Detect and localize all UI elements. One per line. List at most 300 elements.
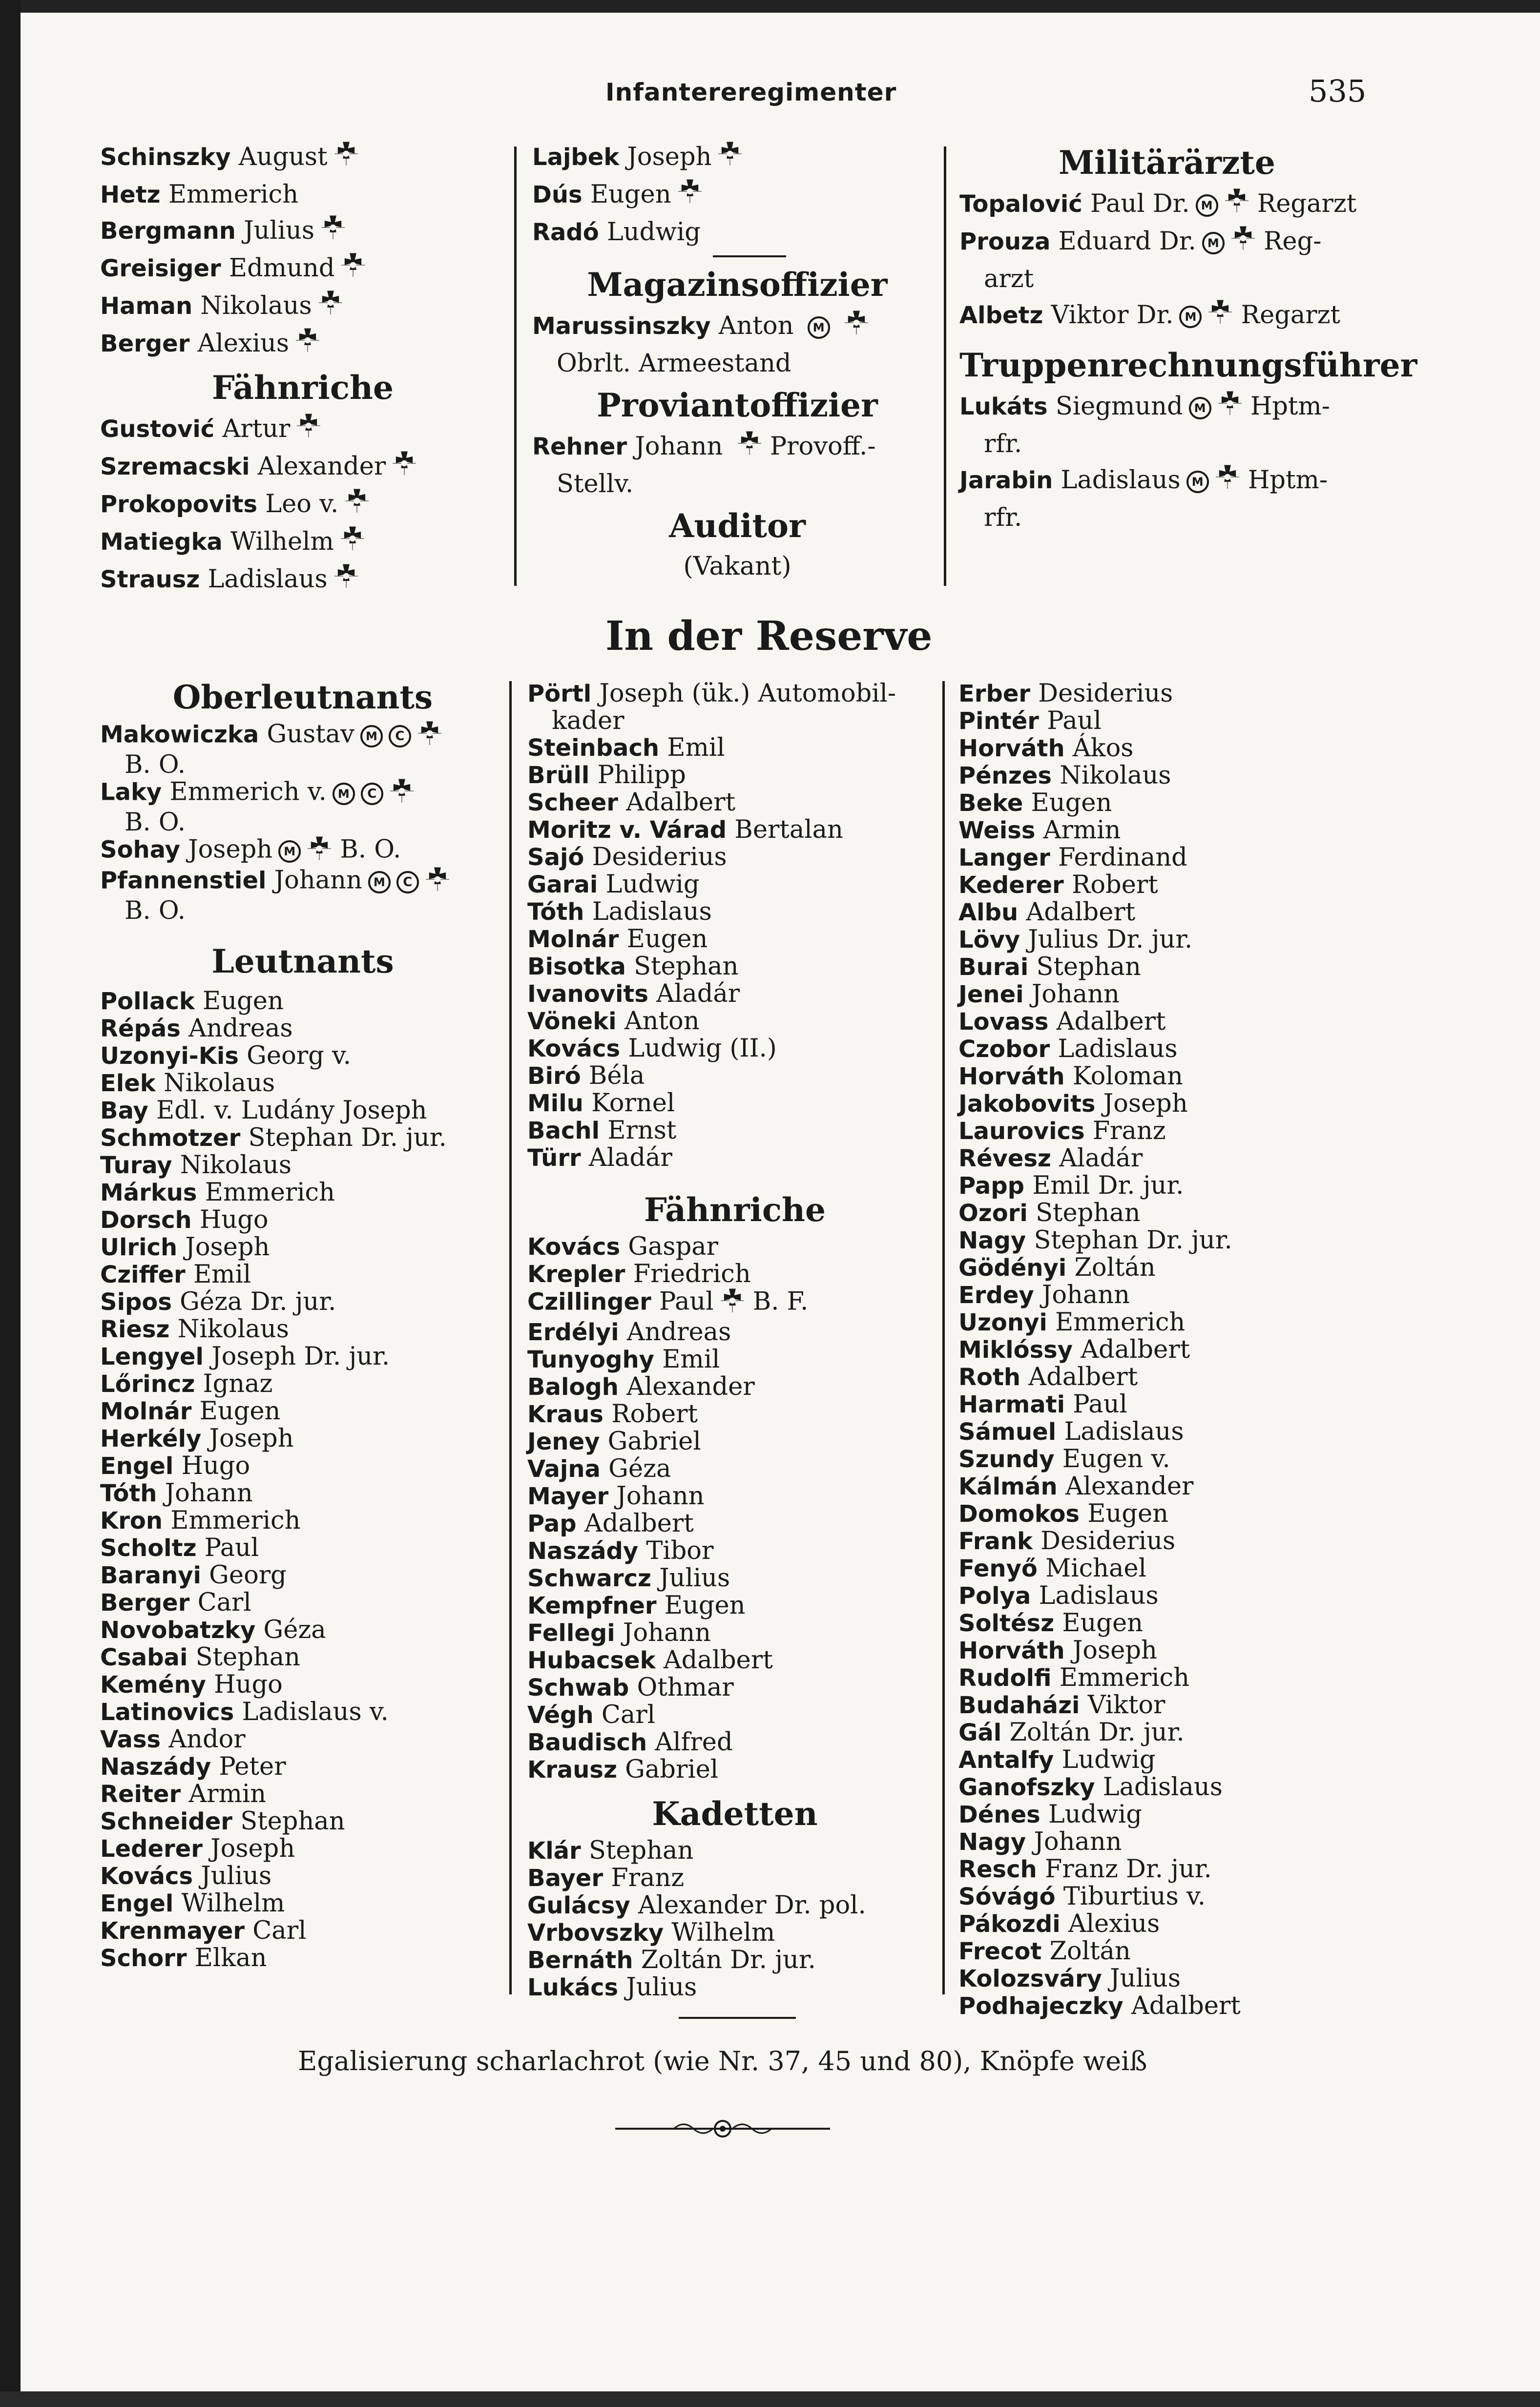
entry-surname: Baudisch (527, 1729, 647, 1756)
entry-given: Kornel (591, 1089, 675, 1118)
entry-surname: Erdey (958, 1282, 1034, 1309)
entry-cont: arzt (984, 265, 1034, 293)
entry-surname: Lederer (100, 1835, 203, 1863)
reserve-entry (958, 981, 1378, 1008)
entry-given: Julius (201, 1862, 272, 1890)
reserve-entry (527, 898, 942, 926)
entry-given: Robert (1071, 871, 1158, 899)
entry-given: Eduard Dr. (1058, 227, 1196, 256)
oberleutnant-entry (100, 778, 505, 809)
entry-surname: Nagy (958, 1828, 1026, 1856)
reserve-entry (958, 735, 1378, 762)
faehnrich-entry (527, 1233, 942, 1261)
entry-surname: Márkus (100, 1179, 197, 1206)
entry-surname: Dénes (958, 1801, 1041, 1828)
entry-surname: Lukács (527, 1974, 619, 2001)
entry-surname: Frecot (958, 1938, 1042, 1965)
faehnrich-entry (527, 1373, 942, 1401)
entry-given: Paul Dr. (1090, 189, 1190, 218)
column-rule (944, 146, 946, 586)
entry-surname: Makowiczka (100, 721, 259, 748)
entry-given: Gustav (267, 720, 354, 749)
entry-rank: Hptm- (1250, 392, 1331, 421)
entry-given: Emil (667, 733, 725, 762)
entry-given: Emmerich (170, 1506, 301, 1535)
entry-given: Koloman (1072, 1062, 1183, 1091)
leutnant-entry (100, 1234, 505, 1261)
medal-c-icon: C (396, 871, 419, 893)
entry-given: Géza Dr. jur. (180, 1287, 336, 1316)
entry-given: Eugen v. (1062, 1445, 1170, 1473)
reserve-entry (958, 1692, 1378, 1719)
entry-given: August (238, 143, 328, 171)
medal-m-icon: M (1196, 194, 1218, 217)
entry-given: Andreas (188, 1014, 293, 1043)
entry-surname: Sipos (100, 1288, 172, 1316)
entry-given: Ludwig (605, 870, 700, 899)
entry-given: Michael (1045, 1554, 1146, 1583)
entry-surname: Frank (958, 1528, 1033, 1555)
proviant-cont: Stellv. (557, 470, 634, 498)
entry-given: Alexander (257, 452, 386, 481)
entry-surname: Gustović (100, 415, 215, 443)
entry-given: Joseph (ük.) Automobil- (599, 679, 896, 708)
entry-surname: Harmati (958, 1391, 1065, 1418)
entry-surname: Horváth (958, 1637, 1065, 1664)
entry-surname: Czillinger (527, 1288, 651, 1316)
entry-given: Nikolaus (180, 1151, 292, 1180)
entry-given: Paul (1073, 1390, 1127, 1419)
entry-given: Hugo (199, 1205, 269, 1234)
entry-surname: Milu (527, 1090, 583, 1117)
entry-surname: Pénzes (958, 762, 1052, 789)
entry-surname: Klár (527, 1837, 581, 1865)
column-3-top (959, 139, 1417, 536)
leutnant-entry (100, 1644, 505, 1671)
entry-surname: Vajna (527, 1455, 601, 1483)
entry-surname: Matiegka (100, 528, 223, 556)
column-rule (514, 146, 517, 586)
entry-given: Joseph Dr. jur. (211, 1342, 390, 1371)
section-heading-militaer: Militärärzte (1059, 144, 1275, 182)
cross-icon (340, 252, 366, 288)
entry-given: Béla (588, 1061, 645, 1090)
reserve-entry (958, 1391, 1378, 1418)
entry-surname: Beke (958, 789, 1023, 817)
entry-given: Friedrich (633, 1260, 751, 1288)
leutnant-entry (100, 1671, 505, 1699)
entry-surname: Miklóssy (958, 1336, 1073, 1364)
entry-surname: Nagy (958, 1227, 1026, 1254)
leutnant-entry (100, 1480, 505, 1507)
entry-given: Aladár (1059, 1144, 1143, 1173)
entry-given: Johann (635, 432, 723, 461)
cross-icon (1230, 225, 1256, 261)
entry-given: Hugo (181, 1452, 250, 1480)
accountant-entry (959, 462, 1374, 500)
leutnant-entry (100, 988, 505, 1015)
entry-given: Stephan (588, 1836, 694, 1865)
entry-given: Adalbert (1081, 1335, 1190, 1364)
entry-given: Johann (1041, 1281, 1130, 1309)
entry-surname: Garai (527, 871, 598, 898)
doctor-entry (959, 297, 1374, 335)
entry-surname: Baranyi (100, 1562, 201, 1589)
entry-surname: Langer (958, 844, 1050, 872)
section-heading-leutnants: Leutnants (211, 942, 394, 980)
reserve-entry (527, 1008, 942, 1035)
entry-cont: rfr. (984, 503, 1022, 532)
entry-given: Ignaz (203, 1370, 273, 1398)
entry-surname: Cziffer (100, 1261, 186, 1288)
entry-surname: Schmotzer (100, 1124, 241, 1152)
entry-given: Robert (611, 1400, 698, 1429)
entry-surname: Domokos (958, 1500, 1080, 1528)
proviant-entry (532, 429, 942, 466)
reserve-entry (958, 1200, 1378, 1227)
entry-surname: Polya (958, 1582, 1031, 1610)
entry-surname: Sohay (100, 836, 180, 864)
entry-given: Géza (263, 1616, 326, 1644)
entry-given: Adalbert (1026, 898, 1136, 927)
reserve-entry (958, 1145, 1378, 1172)
reserve-entry (958, 1637, 1378, 1664)
entry-surname: Engel (100, 1452, 174, 1480)
entry-given: Julius (244, 216, 315, 245)
entry-given: Ferdinand (1058, 843, 1187, 872)
entry-given: Anton (718, 311, 794, 340)
entry-surname: Strausz (100, 566, 200, 593)
faehnrich-entry (100, 411, 505, 449)
entry-surname: Balogh (527, 1373, 619, 1401)
entry-given: Joseph (1072, 1636, 1157, 1665)
faehnrich-entry (100, 524, 505, 561)
entry-given: Ernst (607, 1116, 677, 1145)
reserve-entry (958, 680, 1378, 707)
entry-surname: Jenei (958, 981, 1024, 1008)
faehnrich-entry (527, 1455, 942, 1483)
faehnrich-entry (100, 561, 505, 599)
cross-icon (425, 867, 450, 897)
leutnant-entry (100, 1562, 505, 1589)
faehnrich-entry (527, 1756, 942, 1784)
auditor-value: (Vakant) (683, 552, 791, 581)
reserve-entry (527, 1117, 942, 1144)
reserve-entry (527, 953, 942, 980)
reserve-entry (958, 1582, 1378, 1610)
entry-given: Alfred (655, 1728, 733, 1757)
entry-surname: Pollack (100, 988, 195, 1015)
entry-surname: Rehner (532, 433, 627, 460)
entry-given: Stephan (1036, 1199, 1141, 1227)
entry-given: Johann (1034, 1827, 1122, 1856)
entry-rank: Regarzt (1241, 301, 1341, 330)
leutnant-entry (100, 1425, 505, 1452)
leutnant-entry (100, 1808, 505, 1835)
entry-surname: Bisotka (527, 953, 626, 980)
reserve-entry (527, 789, 942, 816)
entry-given: Joseph (210, 1834, 295, 1863)
entry-given: Andreas (626, 1318, 731, 1347)
entry-surname: Molnár (100, 1398, 192, 1425)
entry-given: Emil (193, 1260, 251, 1289)
reserve-entry (958, 1992, 1378, 2020)
entry-given: Emil (662, 1345, 720, 1374)
cross-icon (1207, 299, 1233, 335)
entry-given: Viktor (1087, 1691, 1165, 1720)
kadett-entry (527, 1837, 942, 1865)
entry-given: Aladár (588, 1143, 672, 1172)
entry-surname: Lengyel (100, 1343, 204, 1370)
entry-given: Julius (626, 1973, 697, 2002)
entry-given: Tibor (646, 1536, 714, 1565)
entry-surname: Elek (100, 1070, 156, 1097)
entry-given: Nikolaus (163, 1069, 275, 1098)
reserve-entry (958, 1719, 1378, 1746)
reserve-entry (958, 1008, 1378, 1036)
entry-given: Stephan (240, 1807, 345, 1836)
entry-given: Ladislaus (208, 565, 328, 594)
entry-surname: Sóvágó (958, 1883, 1056, 1910)
entry-surname: Steinbach (527, 734, 660, 762)
entry-given: Adalbert (1056, 1007, 1166, 1036)
entry-surname: Vöneki (527, 1008, 617, 1035)
entry-surname: Lukáts (959, 393, 1048, 420)
cross-icon (295, 327, 320, 363)
faehnrich-entry (527, 1510, 942, 1537)
entry-given: Wilhelm (671, 1918, 775, 1947)
entry-given: Julius (659, 1564, 730, 1593)
reserve-entry (527, 762, 942, 789)
entry-surname: Schinszky (100, 144, 231, 171)
entry-given: Johann (623, 1618, 711, 1647)
reserve-entry (527, 816, 942, 844)
entry-given: Eugen (199, 1397, 281, 1426)
medal-m-icon: M (278, 840, 301, 863)
reserve-entry (958, 1555, 1378, 1582)
entry-surname: Bernáth (527, 1947, 633, 1974)
leutnant-entry (100, 1343, 505, 1370)
entry-rank: Regarzt (1257, 189, 1357, 218)
cross-icon (677, 178, 703, 214)
entry-given: Eugen (1087, 1499, 1168, 1528)
entry-given: Emmerich v. (169, 777, 327, 807)
entry-surname: Turay (100, 1152, 172, 1179)
entry-given: Stephan (1036, 953, 1141, 981)
entry-given: Alexander (1065, 1472, 1194, 1501)
faehnrich-entry (527, 1647, 942, 1674)
leutnant-entry (100, 1507, 505, 1535)
doctor-entry (959, 186, 1374, 224)
entry-given: Artur (222, 415, 291, 443)
section-heading-kadetten: Kadetten (652, 1795, 818, 1833)
leutnant-entry (100, 1863, 505, 1890)
cross-icon (333, 563, 359, 599)
reserve-entry (958, 1883, 1378, 1910)
reserve-entry (958, 1801, 1378, 1828)
entry-given: Alexius (197, 329, 290, 358)
entry-surname: Erber (958, 680, 1031, 707)
entry-given: Gabriel (607, 1427, 701, 1456)
entry-rank: B. O. (340, 835, 401, 864)
entry-given: Eugen (626, 925, 708, 954)
medal-c-icon: C (389, 725, 411, 747)
column-1-top (100, 139, 505, 599)
entry-given: Johann (616, 1482, 705, 1511)
entry-surname: Bachl (527, 1117, 600, 1144)
entry-surname: Radó (532, 219, 599, 246)
entry-surname: Scholtz (100, 1535, 197, 1562)
entry-given: Zoltán Dr. jur. (1009, 1718, 1185, 1747)
entry-surname: Biró (527, 1062, 581, 1090)
faehnrich-entry (527, 1261, 942, 1288)
column-rule (942, 681, 945, 1994)
officer-entry (100, 326, 505, 363)
entry-given: Ladislaus v. (242, 1698, 389, 1726)
entry-given: Viktor Dr. (1051, 301, 1174, 330)
kadett-entry (527, 1892, 942, 1919)
entry-given: Tiburtius v. (1063, 1882, 1206, 1911)
reserve-entry (527, 734, 942, 762)
reserve-entry (958, 707, 1378, 735)
entry-surname: Laurovics (958, 1118, 1085, 1145)
entry-given: Adalbert (626, 788, 736, 817)
medal-m-icon: M (1179, 306, 1202, 328)
entry-surname: Uzonyi (958, 1309, 1047, 1336)
entry-given: Eugen (1031, 788, 1112, 817)
reserve-entry (527, 871, 942, 898)
reserve-entry (958, 844, 1378, 872)
entry-surname: Jeney (527, 1428, 600, 1455)
officer-entry (100, 213, 505, 250)
faehnrich-entry (527, 1428, 942, 1455)
reserve-entry (527, 680, 942, 707)
entry-surname: Sámuel (958, 1418, 1057, 1446)
faehnrich-entry (527, 1319, 942, 1346)
entry-surname: Horváth (958, 735, 1065, 762)
entry-surname: Vrbovszky (527, 1919, 664, 1947)
entry-surname: Tóth (527, 898, 584, 926)
entry-surname: Dorsch (100, 1206, 192, 1234)
entry-given: Eugen (203, 987, 284, 1016)
column-1-reserve (100, 674, 505, 1972)
entry-surname: Tunyoghy (527, 1346, 654, 1373)
entry-surname: Herkély (100, 1425, 202, 1452)
entry-given: Eugen (664, 1591, 746, 1620)
entry-given: Adalbert (584, 1509, 694, 1538)
entry-surname: Pákozdi (958, 1910, 1061, 1938)
entry-surname: Kovács (100, 1863, 193, 1890)
section-heading-proviant: Proviantoffizier (597, 386, 878, 424)
faehnrich-entry (527, 1346, 942, 1373)
entry-surname: Podhajeczky (958, 1992, 1124, 2020)
reserve-entry (958, 1063, 1378, 1090)
entry-given: Joseph (209, 1424, 294, 1453)
entry-given: Othmar (637, 1673, 734, 1702)
entry-surname: Prouza (959, 228, 1051, 255)
reserve-entry (527, 1090, 942, 1117)
entry-given: Philipp (597, 761, 686, 789)
entry-surname: Antalfy (958, 1746, 1054, 1774)
entry-surname: Csabai (100, 1644, 188, 1671)
entry-given: Emmerich (1059, 1663, 1189, 1692)
entry-cont: kader (552, 706, 624, 735)
entry-surname: Kemény (100, 1671, 206, 1699)
entry-given: Paul (204, 1534, 259, 1562)
page-number: 535 (1309, 73, 1367, 109)
entry-surname: Scheer (527, 789, 618, 816)
entry-surname: Lajbek (532, 144, 620, 171)
entry-surname: Albu (958, 899, 1019, 926)
entry-given: Alexander (626, 1372, 755, 1401)
cross-icon (417, 721, 442, 751)
reserve-entry (958, 1938, 1378, 1965)
entry-rank: B. F. (752, 1287, 809, 1316)
cross-icon (1215, 464, 1240, 500)
leutnant-entry (100, 1398, 505, 1425)
entry-given: Armin (188, 1780, 267, 1808)
entry-surname: Ulrich (100, 1234, 178, 1261)
entry-given: Wilhelm (181, 1889, 285, 1918)
leutnant-entry (100, 1124, 505, 1152)
entry-surname: Schwab (527, 1674, 629, 1702)
officer-entry (532, 177, 942, 214)
entry-given: Bertalan (734, 815, 843, 844)
entry-given: Nikolaus (177, 1315, 289, 1344)
entry-surname: Kovács (527, 1035, 621, 1062)
entry-surname: Roth (958, 1364, 1021, 1391)
entry-surname: Kálmán (958, 1473, 1058, 1500)
entry-surname: Papp (958, 1172, 1024, 1200)
entry-surname: Vass (100, 1726, 161, 1753)
entry-given: Adalbert (1028, 1363, 1138, 1391)
reserve-entry (958, 1036, 1378, 1063)
entry-given: Joseph (185, 1233, 270, 1262)
faehnrich-entry (100, 449, 505, 486)
accountant-entry (959, 389, 1374, 426)
officer-entry (100, 250, 505, 288)
faehnrich-entry (527, 1702, 942, 1729)
reserve-entry (958, 926, 1378, 954)
entry-given: Stephan Dr. jur. (248, 1123, 447, 1152)
leutnant-entry (100, 1042, 505, 1070)
entry-given: Desiderius (592, 843, 727, 872)
entry-given: Emmerich (168, 180, 299, 209)
section-heading-faehnriche-reserve: Fähnriche (644, 1191, 826, 1229)
reserve-entry (958, 1118, 1378, 1145)
entry-surname: Moritz v. Várad (527, 816, 727, 844)
entry-surname: Pap (527, 1510, 577, 1537)
entry-surname: Engel (100, 1890, 174, 1917)
entry-rank: Hptm- (1248, 466, 1328, 495)
oberleutnant-entry (100, 836, 505, 867)
page-edge-left (0, 0, 21, 2407)
reserve-entry (958, 789, 1378, 817)
entry-cont: B. O. (125, 750, 186, 779)
entry-surname: Kederer (958, 872, 1064, 899)
leutnant-entry (100, 1617, 505, 1644)
entry-given: Emmerich (205, 1178, 335, 1207)
entry-surname: Dús (532, 181, 583, 208)
entry-given: Gabriel (625, 1755, 719, 1784)
entry-given: Julius Dr. jur. (1028, 925, 1193, 954)
entry-given: Ludwig (606, 218, 701, 247)
entry-surname: Albetz (959, 302, 1043, 329)
entry-surname: Weiss (958, 817, 1036, 844)
cross-icon (333, 141, 359, 177)
entry-surname: Erdélyi (527, 1319, 619, 1346)
reserve-entry (958, 954, 1378, 981)
